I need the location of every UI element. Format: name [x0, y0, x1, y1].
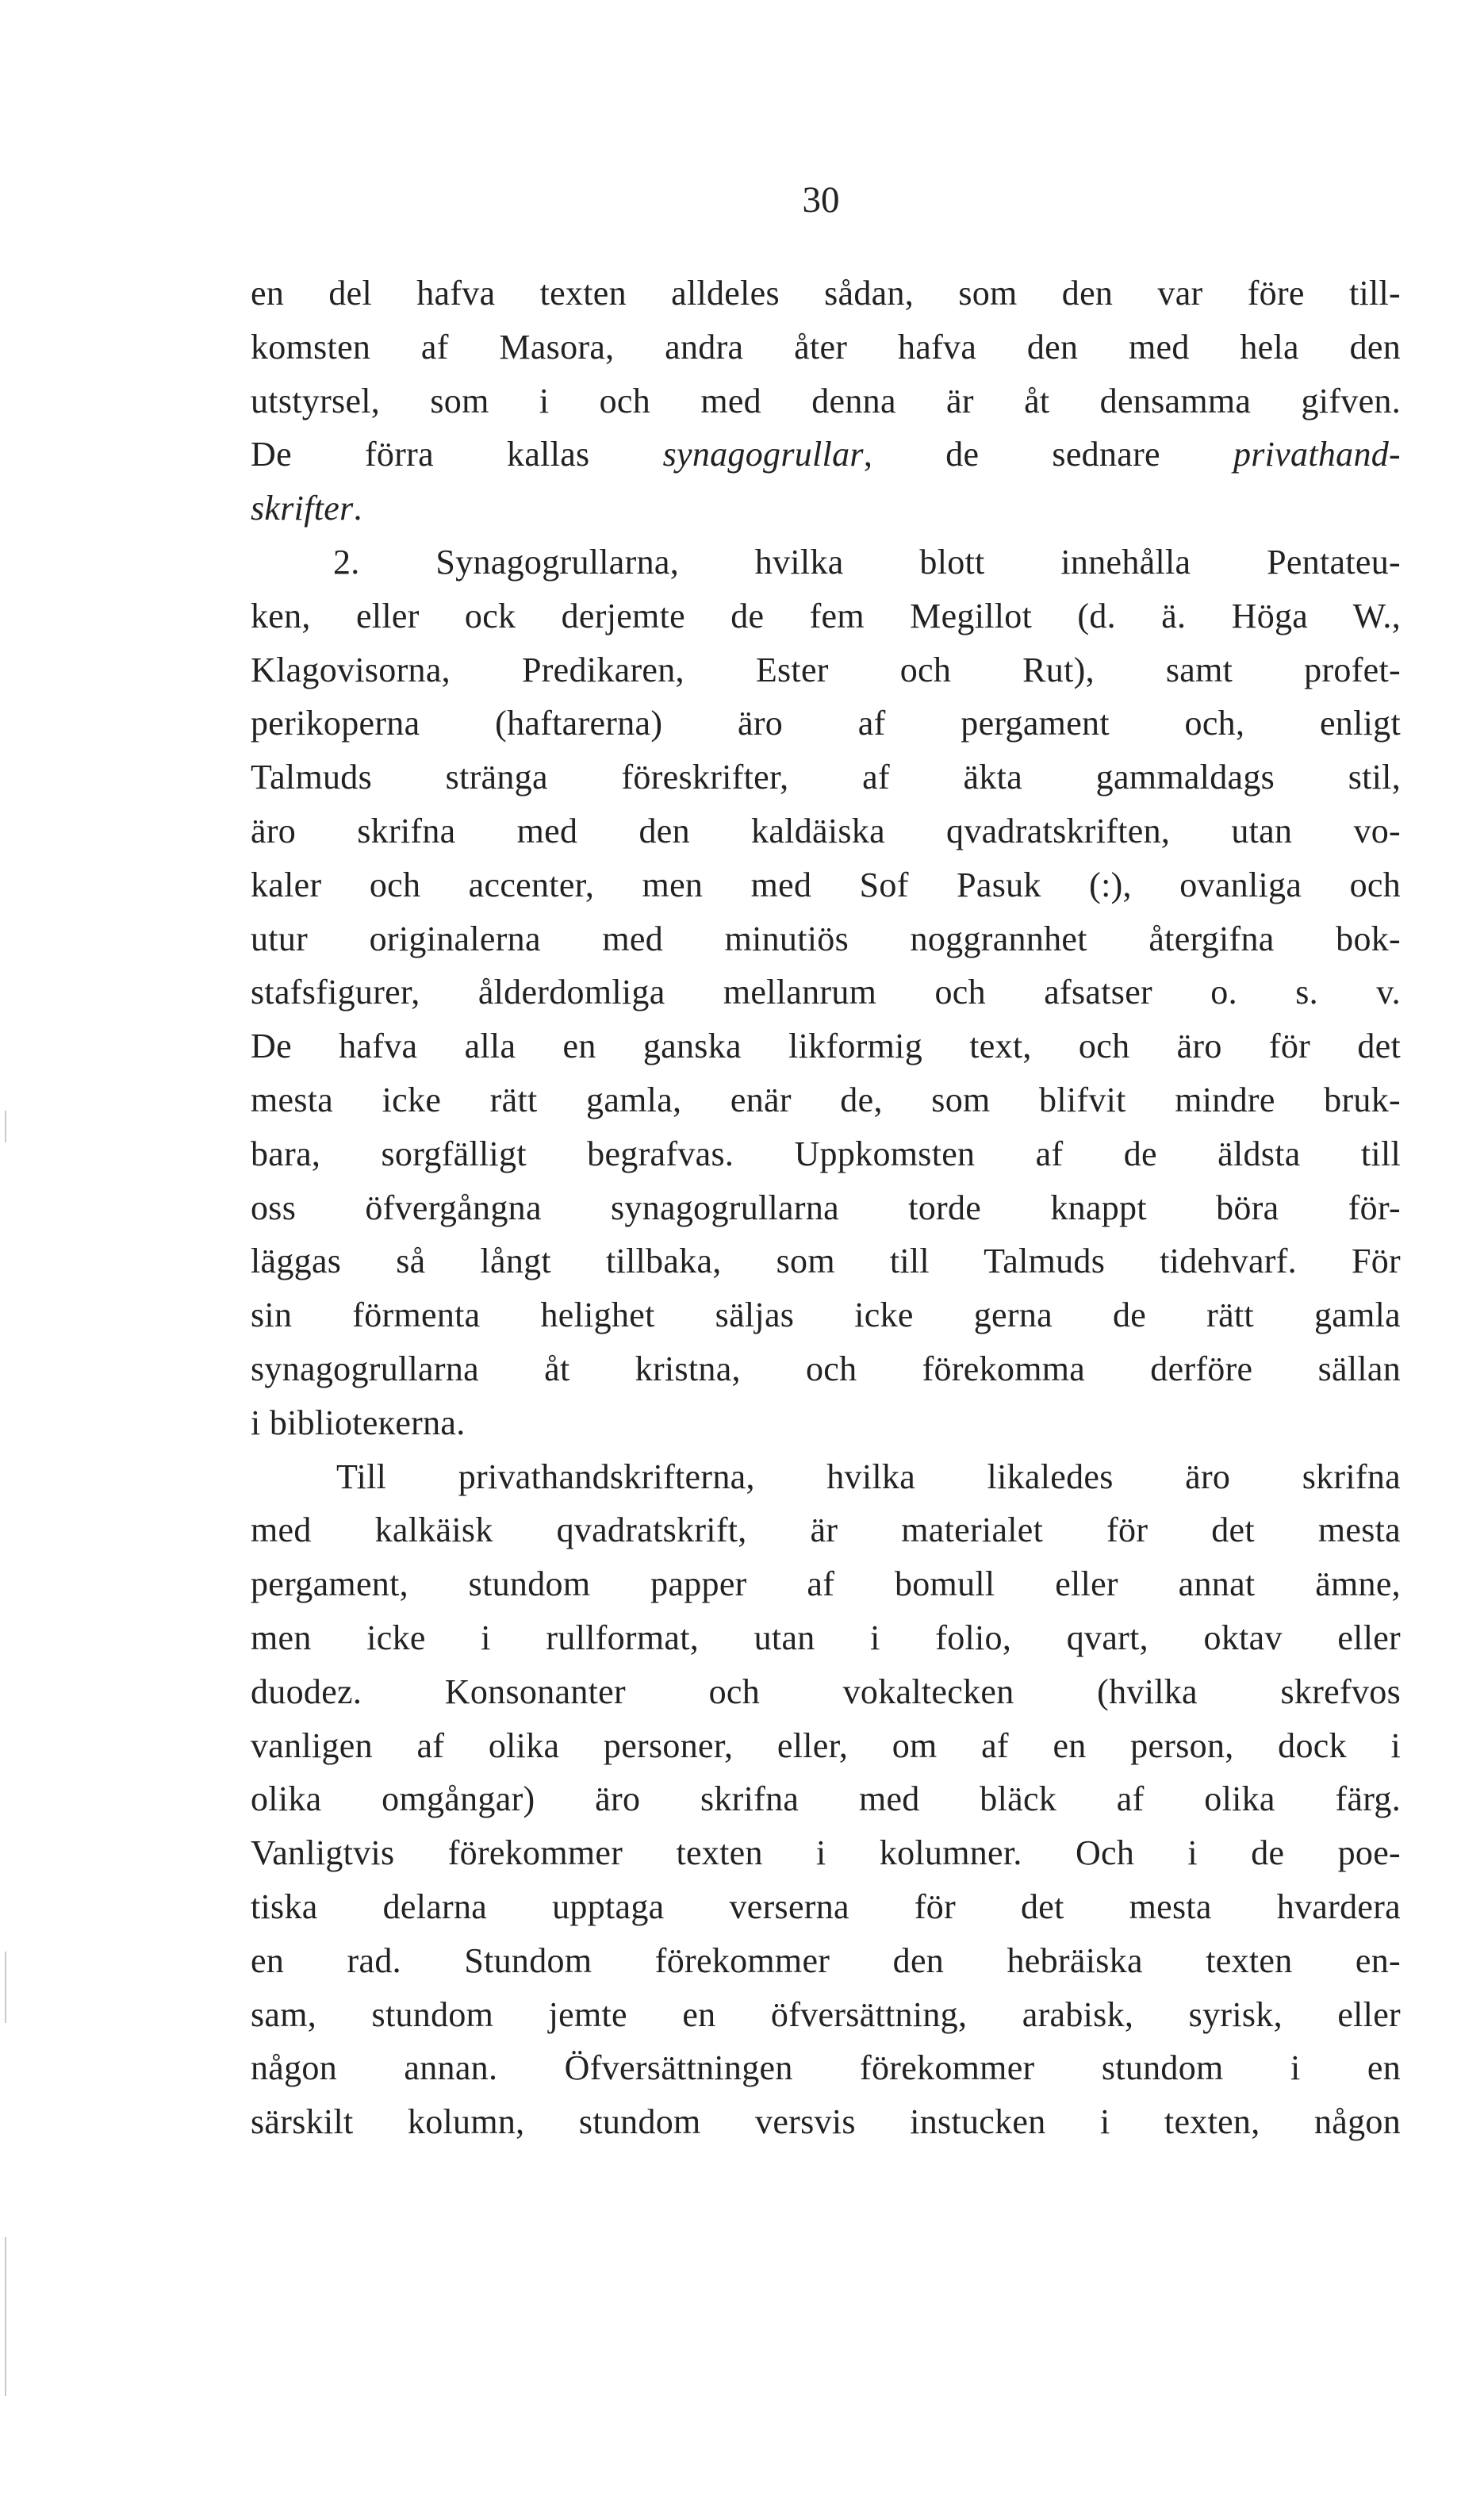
text-run: .: [353, 489, 362, 528]
text-line: läggas så långt tillbaka, som till Talmuds tidehvarf. För: [251, 1242, 1401, 1281]
page-edge-mark: [5, 2237, 6, 2396]
text-line: [251, 482, 1401, 535]
text-line: Klagovisorna, Predikaren, Ester och Rut), samt profet-: [251, 650, 1401, 689]
page-edge-mark: [5, 1952, 6, 2023]
italic-term-privathandskrifter: skrifter: [251, 489, 354, 528]
text-line: Talmuds stränga föreskrifter, af äkta gammaldags stil,: [251, 758, 1401, 797]
text-line: ken, eller ock derjemte de fem Megillot (d. ä. Höga W.,: [251, 596, 1401, 635]
text-line: duodez. Konsonanter och vokaltecken (hvilka skrefvos: [251, 1672, 1401, 1711]
text-line: sam, stundom jemte en öfversättning, arabisk, syrisk, eller: [251, 1994, 1401, 2034]
text-line: olika omgångar) äro skrifna med bläck af olika färg.: [251, 1779, 1401, 1819]
italic-term-privathandskrifter: privathand-: [1233, 435, 1401, 474]
text-line: stafsfigurer, ålderdomliga mellanrum och afsatser o. s. v.: [251, 973, 1401, 1012]
body-text: [251, 267, 1401, 2149]
text-line: Vanligtvis förekommer texten i kolumner. Och i de poe-: [251, 1833, 1401, 1873]
text-line: bara, sorgfälligt begrafvas. Uppkomsten af de äldsta till: [251, 1134, 1401, 1173]
paragraph-start: 2. Synagogrullarna, hvilka blott innehålla Pentateu-: [333, 542, 1401, 582]
text-line: komsten af Masora, andra åter hafva den med hela den: [251, 327, 1401, 367]
text-line: en rad. Stundom förekommer den hebräiska texten en-: [251, 1940, 1401, 1980]
text-line: en del hafva texten alldeles sådan, som den var före till-: [251, 274, 1401, 313]
text-line: särskilt kolumn, stundom versvis instucken i texten, någon: [251, 2102, 1401, 2142]
page-edge-mark: [5, 1111, 6, 1142]
text-line: någon annan. Öfversättningen förekommer stundom i en: [251, 2048, 1401, 2088]
text-line: sin förmenta helighet säljas icke gerna de rätt gamla: [251, 1295, 1401, 1335]
text-line: utstyrsel, som i och med denna är åt densamma gifven.: [251, 381, 1401, 420]
text-line: med kalkäisk qvadratskrift, är materialet för det mesta: [251, 1510, 1401, 1550]
text-line: synagogrullarna åt kristna, och förekomma derföre sällan: [251, 1349, 1401, 1388]
text-line: oss öfvergångna synagogrullarna torde knappt böra för-: [251, 1188, 1401, 1227]
text-line: perikoperna (haftarerna) äro af pergament och, enligt: [251, 704, 1401, 743]
text-line: pergament, stundom papper af bomull eller annat ämne,: [251, 1564, 1401, 1604]
page-number: 30: [802, 179, 840, 221]
text-run: , de sednare: [863, 435, 1233, 474]
text-line: mesta icke rätt gamla, enär de, som blifvit mindre bruk-: [251, 1080, 1401, 1119]
text-line: vanligen af olika personer, eller, om af en person, dock i: [251, 1725, 1401, 1765]
text-line: utur originalerna med minutiös noggrannhet återgifna bok-: [251, 919, 1401, 958]
text-line: men icke i rullformat, utan i folio, qvart, oktav eller: [251, 1618, 1401, 1657]
text-line: äro skrifna med den kaldäiska qvadratskriften, utan vo-: [251, 811, 1401, 850]
paragraph-start: Till privathandskrifterna, hvilka likaledes äro skrifna: [336, 1457, 1401, 1496]
text-line: De hafva alla en ganska likformig text, och äro för det: [251, 1027, 1401, 1066]
text-run: De förra kallas: [251, 435, 663, 474]
text-line: i biblioteкerna.: [251, 1403, 466, 1442]
text-line: tiska delarna upptaga verserna för det mesta hvardera: [251, 1887, 1401, 1926]
text-line: [251, 428, 1401, 482]
italic-term-synagogrullar: synagogrullar: [662, 435, 864, 474]
text-line: kaler och accenter, men med Sof Pasuk (:), ovanliga och: [251, 865, 1401, 904]
